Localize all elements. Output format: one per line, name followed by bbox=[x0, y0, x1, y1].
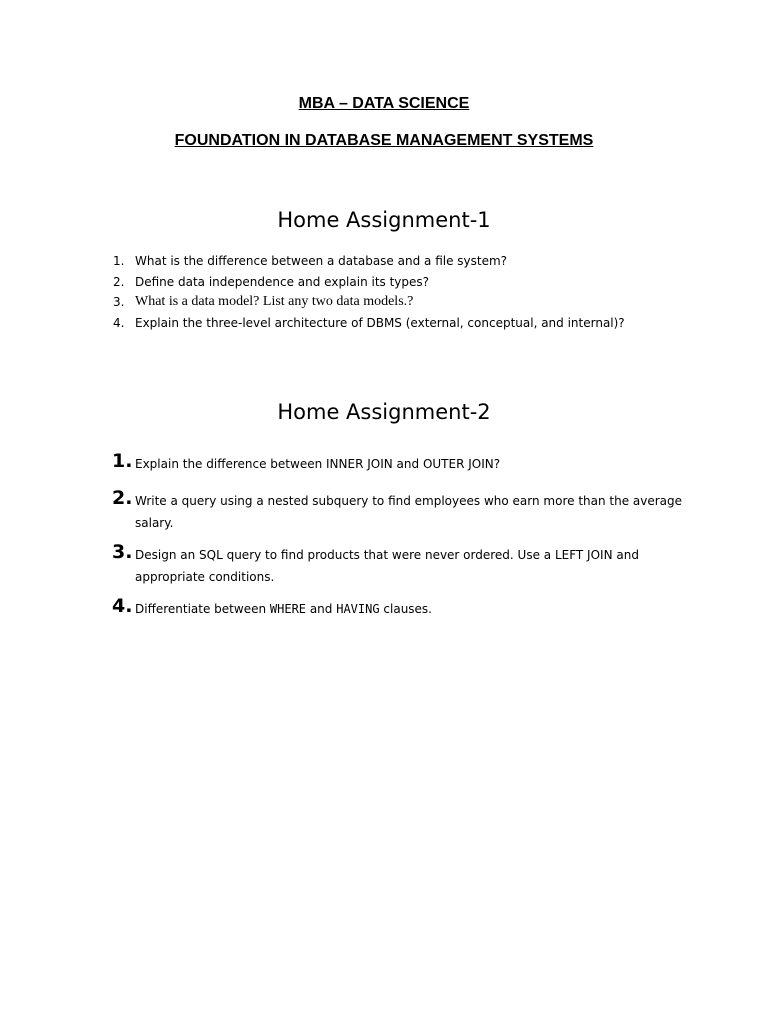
assignment-2-question-list bbox=[112, 452, 692, 620]
question-number: 3. bbox=[113, 295, 125, 309]
question-number: 4. bbox=[112, 594, 133, 617]
code-where: WHERE bbox=[269, 601, 307, 616]
question-number: 2. bbox=[113, 274, 125, 289]
question-text: Write a query using a nested subquery to find employees who earn more than the average salary. bbox=[135, 493, 683, 530]
question-item bbox=[113, 272, 693, 293]
question-item bbox=[112, 540, 692, 589]
text-mid: and bbox=[306, 601, 337, 616]
question-item bbox=[113, 292, 693, 313]
question-item bbox=[112, 594, 692, 621]
question-number: 1. bbox=[112, 450, 133, 472]
question-text: Define data independence and explain its types? bbox=[135, 274, 430, 289]
assignment-1-heading: Home Assignment-1 bbox=[277, 208, 491, 232]
question-text: What is a data model? List any two data models.? bbox=[135, 294, 414, 309]
question-number: 1. bbox=[113, 254, 125, 268]
text-before: Differentiate between bbox=[135, 601, 270, 616]
question-text: Explain the difference between INNER JOIN and OUTER JOIN? bbox=[135, 457, 501, 471]
question-item bbox=[113, 313, 693, 334]
question-number: 4. bbox=[113, 315, 125, 330]
question-number: 3. bbox=[112, 540, 133, 563]
question-text: Design an SQL query to find products that were never ordered. Use a LEFT JOIN and appropriate conditions. bbox=[135, 547, 639, 584]
text-after: clauses. bbox=[379, 601, 432, 616]
question-number: 2. bbox=[112, 486, 133, 509]
question-text: Explain the three-level architecture of DBMS (external, conceptual, and internal)? bbox=[135, 315, 625, 330]
program-title: MBA – DATA SCIENCE bbox=[298, 95, 470, 112]
question-text bbox=[135, 597, 692, 621]
question-item bbox=[113, 251, 693, 272]
question-text: What is the difference between a database and a file system? bbox=[135, 254, 508, 268]
question-item bbox=[112, 486, 692, 535]
code-having: HAVING bbox=[336, 601, 380, 616]
assignment-2-heading: Home Assignment-2 bbox=[277, 400, 491, 424]
assignment-1-question-list bbox=[113, 251, 693, 333]
course-title: FOUNDATION IN DATABASE MANAGEMENT SYSTEMS bbox=[174, 132, 594, 149]
question-item bbox=[112, 452, 692, 476]
